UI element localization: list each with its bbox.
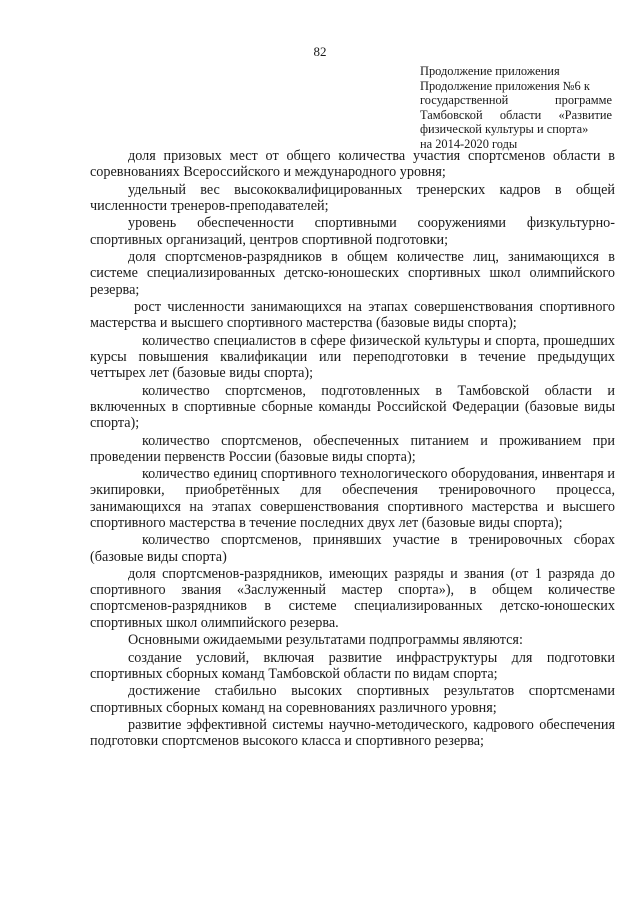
body-text [90,148,615,751]
paragraph: количество спортсменов, подготовленных в Тамбовской области и включенных в спортивные сборные команды Российской Федерации (базовые виды спорта); [90,382,615,432]
paragraph: уровень обеспеченности спортивными сооружениями физкультурно-спортивных организаций, центров спортивной подготовки; [90,215,615,248]
page-number: 82 [313,44,327,59]
header-line-6: на 2014-2020 годы [420,136,518,151]
paragraph: рост численности занимающихся на этапах совершенствования спортивного мастерства и высшего спортивного мастерства (базовые виды спорта); [90,299,615,332]
paragraph: количество спортсменов, обеспеченных питанием и проживанием при проведении первенств России (базовые виды спорта); [90,432,615,465]
paragraph: количество специалистов в сфере физической культуры и спорта, прошедших курсы повышения квалификации или переподготовки в течение предыдущих четтырех лет (базовые виды спорта); [90,332,615,382]
paragraph: количество спортсменов, принявших участие в тренировочных сборах (базовые виды спорта) [90,532,615,565]
paragraph: развитие эффективной системы научно-методического, кадрового обеспечения подготовки спортсменов высокого класса и спортивного резерва; [90,717,615,750]
paragraph: создание условий, включая развитие инфраструктуры для подготовки спортивных сборных команд Тамбовской области по видам спорта; [90,649,615,682]
header-line-2: Продолжение приложения №6 к [420,78,590,93]
header-line-3: государственной программе [420,93,612,108]
paragraph: доля спортсменов-разрядников, имеющих разряды и звания (от 1 разряда до спортивного звания «Заслуженный мастер спорта»), в общем количестве спортсменов-разрядников в системе специализированных детско-юношеских спортивных школ олимпийского резерва. [90,566,615,631]
header-line-5: физической культуры и спорта» [420,122,589,137]
paragraph: количество единиц спортивного технологического оборудования, инвентаря и экипировки, приобретённых для обеспечения тренировочного процесса, занимающихся на этапах совершенствования спортивного мастерства и высшего спортивного мастерства в течение последних двух лет (базовые виды спорта); [90,466,615,531]
paragraph: удельный вес высококвалифицированных тренерских кадров в общей численности тренеров-преподавателей; [90,181,615,214]
header-line-4: Тамбовской области «Развитие [420,107,612,122]
paragraph: Основными ожидаемыми результатами подпрограммы являются: [128,632,523,649]
paragraph: достижение стабильно высоких спортивных результатов спортсменами спортивных сборных команд на соревнованиях различного уровня; [90,683,615,716]
header-line-1: Продолжение приложения [420,64,560,78]
appendix-header [420,64,612,152]
paragraph: доля спортсменов-разрядников в общем количестве лиц, занимающихся в системе специализированных детско-юношеских спортивных школ олимпийского резерва; [90,249,615,298]
paragraph: доля призовых мест от общего количества участия спортсменов области в соревнованиях Всероссийского и международного уровня; [90,148,615,181]
